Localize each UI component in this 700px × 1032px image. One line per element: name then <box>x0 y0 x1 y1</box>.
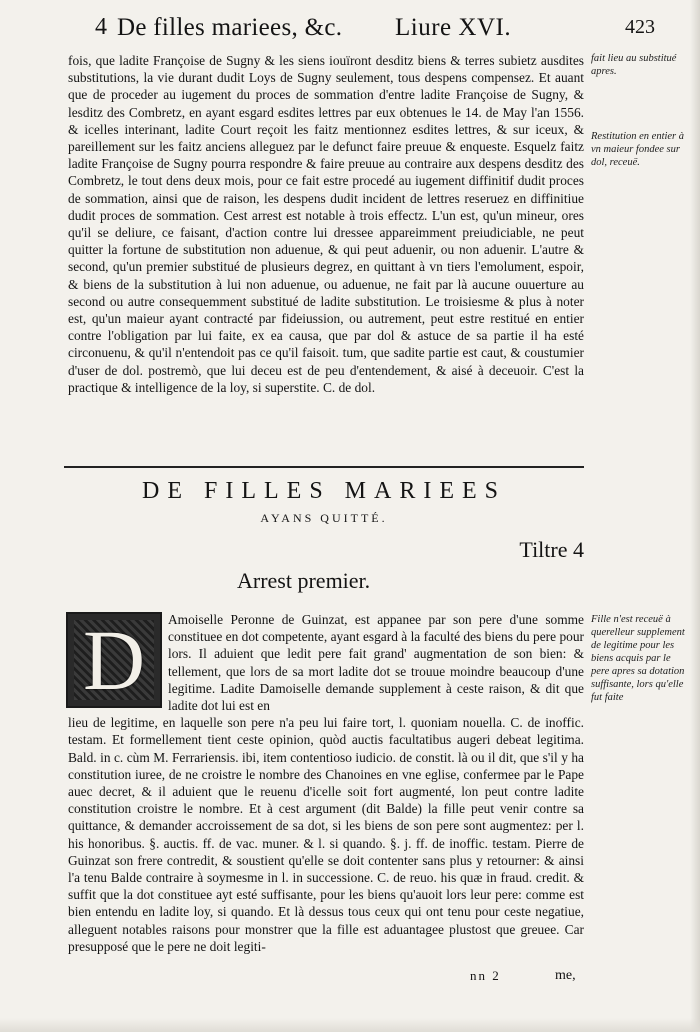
running-title: De filles mariees, &c. <box>117 14 343 41</box>
arrest-heading: Arrest premier. <box>237 568 371 593</box>
section-subtitle: AYANS QUITTÉ. <box>260 511 388 525</box>
running-head <box>95 14 655 46</box>
margin-note-1: fait lieu au substitué apres. <box>591 53 677 77</box>
initial-letter: D <box>82 612 146 708</box>
top-text-block <box>68 52 584 396</box>
section-title: DE FILLES MARIEES <box>142 478 506 504</box>
page-number: 423 <box>625 16 655 38</box>
section-divider <box>64 466 584 468</box>
margin-note-3: Fille n'est receuë à querelleur supplement de legitime pour les biens acquis par le pere apres sa dotation suffisante, lors qu'elle fut faite <box>591 614 685 703</box>
folio-left: 4 <box>95 14 107 40</box>
top-paragraph: fois, que ladite Françoise de Sugny & les siens iouïront desditz biens & terres subietz ausdites substitutions, la vie durant dudit Loys de Sugny seulement, tous despens compensez. Et auant que de proceder au iugement du proces de sommation d'entre ladite Françoise de Sugny, & lesditz des Combretz, en ayant esgard esdites lettres par eux obtenues le 14. de May l'an 1556. & icelles interinant, ladite Court reçoit les faitz mentionnez esdites lettres, & sur iceux, & pareillement sur les faitz anciens alleguez par le defunct faire preuue & enqueste. Esquelz faitz ladite Françoise de Sugny pourra respondre & faire preuue au contraire aux despens desditz des Combretz, le tout dens deux mois, pour ce fait estre procedé au iugement diffinitif dudit proces de sommation, ainsi que de raison, les despens dudit incident de lettres reseruez en diffinitiue dudit proces de sommation. Cest arrest est notable à trois effectz. L'un est, qu'un mineur, ores qu'il se deliure, ce faisant, d'action contre lui dressee appareimment preiudiciable, ne peut quitter la fortune de substitution non aduenue, & qui peut aduenir, ou non aduenir. L'autre & second, qu'un premier substitué de plusieurs degrez, en quittant à vn tiers l'emolument, espoir, & biens de la substitution à lui non aduenue, ou aduenue, ne fait par là aucune ouuerture au second ou autre consequemment substitué de ladite substitution. Le troisiesme & plus à noter est, qu'un maieur ayant contracté par fideiussion, ou autrement, peut estre restitué en entier contre l'obligation par lui faite, ex ea causa, que par dol & astuce de sa partie il ha esté circonuenu, & qu'il n'entendoit pas ce qu'il faisoit. tum, que sadite partie est caut, & coustumier d'user de dol. postremò, que lui deceu est de peu d'entendement, & aisé à deceuoir. C'est la practique & intelligence de la loy, si superstite. C. de dol. <box>68 53 584 395</box>
book-label: Liure XVI. <box>395 14 512 41</box>
signature-mark: nn 2 <box>470 968 501 983</box>
titre-label: Tiltre 4 <box>519 537 584 562</box>
bottom-paragraph-start: Amoiselle Peronne de Guinzat, est appanee par son pere d'une somme constituee en dot competente, ayant esgard à la faculté des biens du pere pour lors. Il aduient que ledit pere fait grand' augmentation de son bien: & tellement, que lors de sa mort ladite dot se trouue moindre beaucoup d'une legitime. Ladite Damoiselle demande supplement à ceste raison, & dit que ladite dot lui est en <box>168 612 584 714</box>
page-bottom-shadow <box>0 1018 700 1032</box>
page-edge-shadow <box>690 0 700 1032</box>
bottom-paragraph-rest: lieu de legitime, en laquelle son pere n'a peu lui faire tort, l. quoniam nouella. C. de inoffic. testam. Et formellement tient ceste opinion, quòd auctis facultatibus augeri debeat legitima. Bald. in c. cùm M. Ferrariensis. ibi, item contentioso iudicio. de constit. là ou il dit, que s'il y ha constitution iuree, de ne croistre le nombre des Chanoines en vne eglise, confermee par le Pape auec decret, & il aduient que le reuenu d'icelle soit fort augmenté, lon peut contre ladite constitution croistre le nombre. Et à cest argument (dit Balde) la fille peut venir contre sa quittance, & demander accroissement de sa dot, si les biens de son pere sont augmentez: per l. his honoribus. §. auctis. ff. de vac. muner. & l. si quando. §. j. ff. de inoffic. testam. Pierre de Guinzat son frere contredit, & soustient qu'elle se doit contenter sans plus y retourner: & ainsi l'a tenu Balde contraire à soymesme in l. in successione. C. de reuo. his quæ in fraud. credit. & suffit que la dot constituee ayt esté suffisante, pour les biens qu'auoit lors leur pere: comme est bien entendu en ladite loy, si quando. Et là dessus tous ceux qui ont tenu pour ceste negatiue, alleguent notables raisons pour monstrer que la fille est aduantagee plustost que greuee. Car presupposé que le pere ne doit legiti- <box>68 715 584 954</box>
margin-note-2: Restitution en entier à vn maieur fondee sur dol, receuë. <box>591 131 685 168</box>
catchword: me, <box>555 968 576 983</box>
bottom-text-block <box>68 611 584 955</box>
